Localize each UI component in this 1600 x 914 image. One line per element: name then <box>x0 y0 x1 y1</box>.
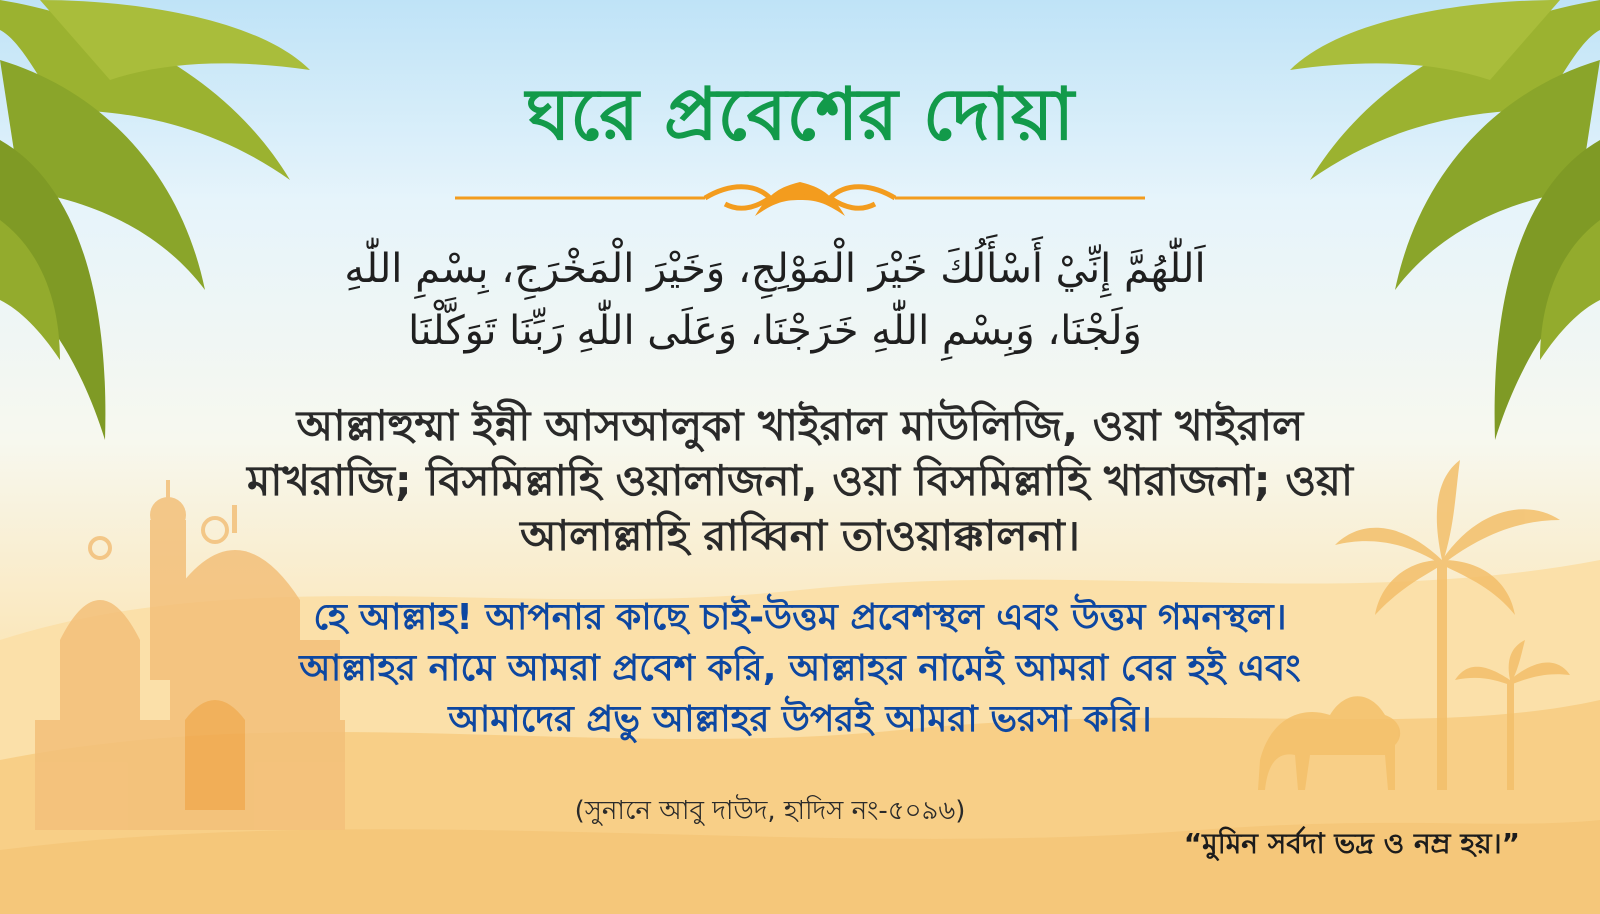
title-ornament-divider <box>455 178 1145 222</box>
footer-quote: “মুমিন সর্বদা ভদ্র ও নম্র হয়।” <box>1183 827 1520 860</box>
bengali-transliteration <box>180 398 1420 563</box>
meaning-line-3: আমাদের প্রভু আল্লাহর উপরই আমরা ভরসা করি। <box>448 699 1152 740</box>
arabic-dua-text <box>320 238 1230 362</box>
page-title: ঘরে প্রবেশের দোয়া <box>525 72 1075 156</box>
arabic-line-1: اَللّٰهُمَّ إِنِّيْ أَسْأَلُكَ خَيْرَ الْمَوْلِجِ، وَخَيْرَ الْمَخْرَجِ، بِسْمِ اللّٰهِ <box>344 246 1206 292</box>
arabic-line-2: وَلَجْنَا، وَبِسْمِ اللّٰهِ خَرَجْنَا، وَعَلَى اللّٰهِ رَبِّنَا تَوَكَّلْنَا <box>408 308 1142 354</box>
meaning-line-2: আল্লাহর নামে আমরা প্রবেশ করি, আল্লাহর নামেই আমরা বের হই এবং <box>299 648 1301 689</box>
meaning-line-1: হে আল্লাহ! আপনার কাছে চাই-উত্তম প্রবেশস্থল এবং উত্তম গমনস্থল। <box>313 597 1287 638</box>
transliteration-line-2: মাখরাজি; বিসমিল্লাহি ওয়ালাজনা, ওয়া বিসমিল্লাহি খারাজনা; ওয়া <box>246 456 1354 505</box>
transliteration-line-3: আলাল্লাহি রাব্বিনা তাওয়াক্কালনা। <box>520 511 1080 560</box>
bengali-meaning <box>180 592 1420 745</box>
hadith-reference: (সুনানে আবু দাউদ, হাদিস নং-৫০৯৬) <box>574 796 966 826</box>
transliteration-line-1: আল্লাহুম্মা ইন্নী আসআলুকা খাইরাল মাউলিজি, ওয়া খাইরাল <box>296 401 1304 450</box>
